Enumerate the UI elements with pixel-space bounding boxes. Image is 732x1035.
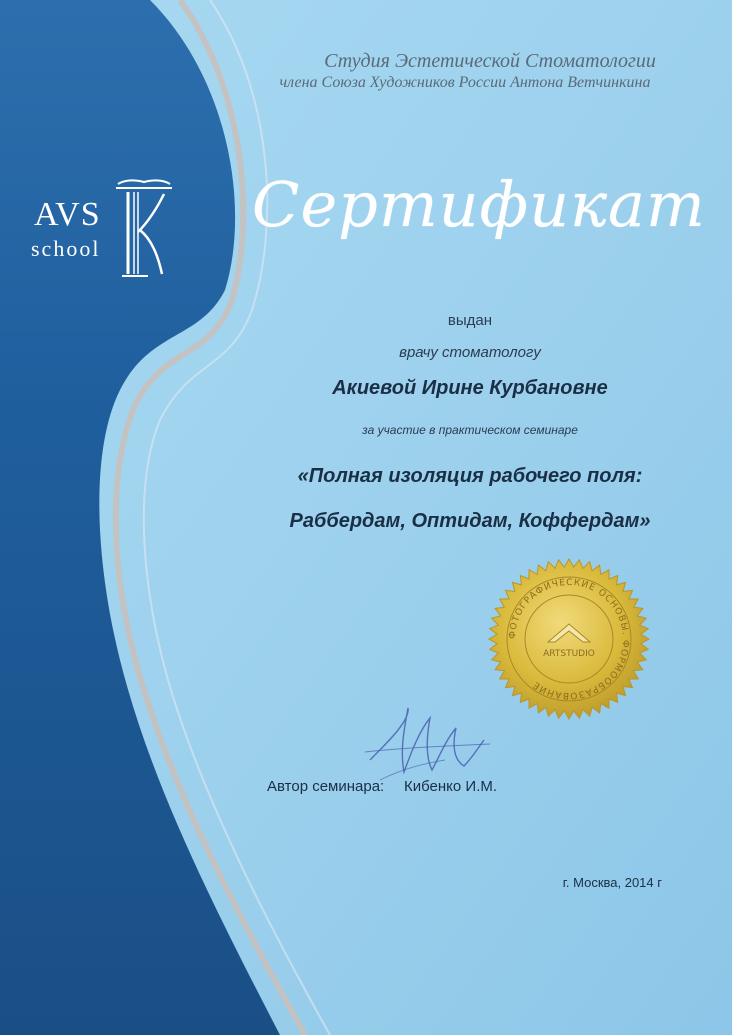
author-name: Кибенко И.М. [404,778,498,795]
city-date: г. Москва, 2014 г [562,875,662,890]
participation-label: за участие в практическом семинаре [362,423,578,437]
column-k-monogram-icon [114,176,174,280]
studio-owner: члена Союза Художников России Антона Ветчинкина [279,74,651,91]
recipient-role: врачу стоматологу [399,344,541,361]
studio-name: Студия Эстетической Стоматологии [324,50,656,72]
issued-label: выдан [447,312,493,329]
signature-icon [360,700,500,790]
logo-sub: school [31,236,101,261]
seminar-title-line1: «Полная изоляция рабочего поля: [297,465,643,487]
seminar-title-line2: Раббердам, Оптидам, Коффердам» [289,510,651,532]
seal-ring-text: ФОТОГРАФИЧЕСКИЕ ОСНОВЫ. ФОРМООБРАЗОВАНИЕ [507,577,631,701]
gold-seal-icon [488,558,650,720]
certificate-title: Сертификат [252,168,706,241]
author-label: Автор семинара: [267,778,385,795]
seal-brand: ARTSTUDIO [543,649,595,659]
logo-brand: AVS [34,196,101,233]
recipient-name: Акиевой Ирине Курбановне [332,377,608,399]
